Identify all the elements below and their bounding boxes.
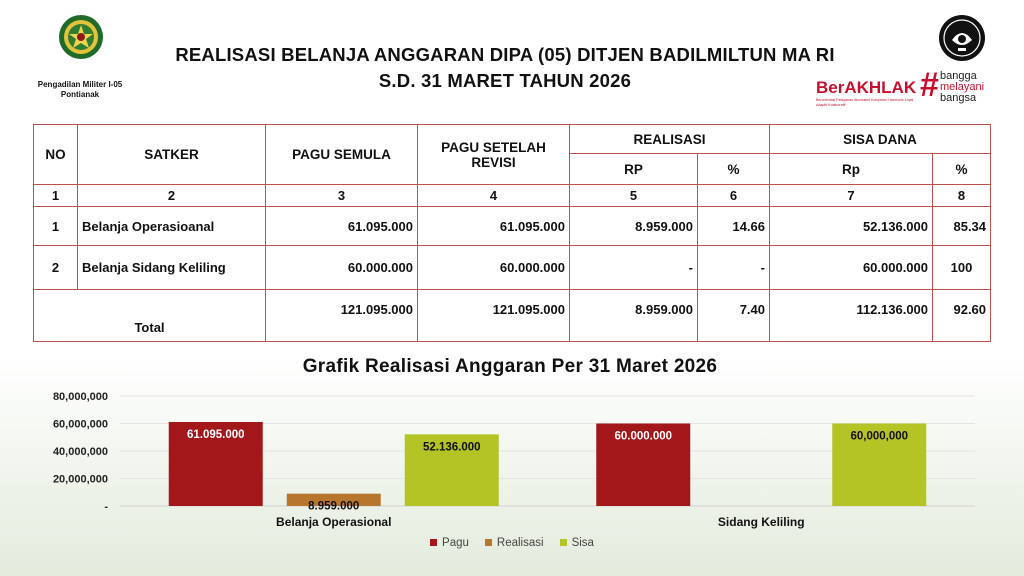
page-title [140,42,870,94]
row-pagu-semula: 60.000.000 [266,246,418,290]
col-number: 6 [698,185,770,207]
row-satker: Belanja Operasioanal [78,207,266,246]
berakhlak-logo [812,66,1012,110]
row-sisa-pct: 85.34 [933,207,991,246]
col-number: 8 [933,185,991,207]
row-sisa-rp: 60.000.000 [770,246,933,290]
col-number: 5 [570,185,698,207]
data-label: 60.000.000 [614,430,673,443]
org-name-line2: Pontianak [60,90,100,99]
berakhlak-brand: BerAKHLAK [816,78,917,97]
col-number: 2 [78,185,266,207]
y-tick-label: 60,000,000 [52,418,108,431]
berakhlak-subtext: Berorientasi Pelayanan Akuntabel Kompeten Harmonis Loyal Adaptif Kolaboratif [816,98,914,107]
legend-label: Sisa [571,537,594,549]
row-realisasi-rp: 8.959.000 [570,207,698,246]
supreme-court-emblem [938,14,986,62]
data-label: 61.095.000 [186,428,245,441]
y-tick-label: 20,000,000 [52,473,108,486]
total-row [34,290,991,342]
y-tick-label: 40,000,000 [52,446,108,458]
slogan-line1: bangga [940,70,977,82]
total-sisa-rp: 112.136.000 [770,290,933,342]
col-number: 7 [770,185,933,207]
legend-item [560,537,594,549]
org-name-line1: Pengadilan Militer I-05 [37,80,123,89]
header-realisasi: REALISASI [570,125,770,154]
col-number: 1 [34,185,78,207]
row-no: 1 [34,207,78,246]
col-number: 3 [266,185,418,207]
bar-chart [0,380,1024,535]
row-realisasi-rp: - [570,246,698,290]
row-no: 2 [34,246,78,290]
row-pagu-semula: 61.095.000 [266,207,418,246]
chart-legend [0,537,1024,549]
header-pagu-semula: PAGU SEMULA [266,125,418,185]
total-realisasi-rp: 8.959.000 [570,290,698,342]
legend-swatch [430,539,437,546]
title-line2: S.D. 31 MARET TAHUN 2026 [378,70,632,91]
legend-label: Pagu [442,537,469,549]
data-label: 60,000,000 [850,430,909,443]
legend-item [430,537,469,549]
y-tick-label: 80,000,000 [52,391,108,403]
title-line1: REALISASI BELANJA ANGGARAN DIPA (05) DITJEN BADILMILTUN MA RI [175,44,835,65]
chart-title: Grafik Realisasi Anggaran Per 31 Maret 2026 [302,356,718,377]
budget-table [33,124,991,342]
total-realisasi-pct: 7.40 [698,290,770,342]
column-number-row [34,185,991,207]
category-label: Belanja Operasional [276,515,392,529]
header-sisa-pct: % [933,154,991,185]
header-no: NO [34,125,78,185]
total-sisa-pct: 92.60 [933,290,991,342]
header-realisasi-pct: % [698,154,770,185]
row-sisa-pct: 100 [933,246,991,290]
header-sisa-dana: SISA DANA [770,125,991,154]
court-logo [58,14,104,60]
legend-swatch [485,539,492,546]
category-label: Sidang Keliling [717,515,805,529]
berakhlak-hash: # [920,66,939,104]
total-pagu-semula: 121.095.000 [266,290,418,342]
header-satker: SATKER [78,125,266,185]
row-satker: Belanja Sidang Keliling [78,246,266,290]
berakhlak-slogan [940,71,984,104]
legend-label: Realisasi [496,537,544,549]
org-name [20,80,140,100]
table-row [34,246,991,290]
table-row [34,207,991,246]
col-number: 4 [418,185,570,207]
slogan-line2: melayani [940,81,985,93]
row-sisa-rp: 52.136.000 [770,207,933,246]
row-pagu-revisi: 60.000.000 [418,246,570,290]
y-tick-label: - [104,501,108,513]
data-label: 52.136.000 [422,441,481,454]
row-realisasi-pct: 14.66 [698,207,770,246]
legend-item [485,537,544,549]
legend-swatch [560,539,567,546]
row-pagu-revisi: 61.095.000 [418,207,570,246]
slogan-line3: bangsa [940,92,977,104]
total-label: Total [34,290,266,342]
row-realisasi-pct: - [698,246,770,290]
total-pagu-revisi: 121.095.000 [418,290,570,342]
header-pagu-revisi: PAGU SETELAH REVISI [418,125,570,185]
header-realisasi-rp: RP [570,154,698,185]
data-label: 8.959.000 [308,500,360,513]
header-sisa-rp: Rp [770,154,933,185]
